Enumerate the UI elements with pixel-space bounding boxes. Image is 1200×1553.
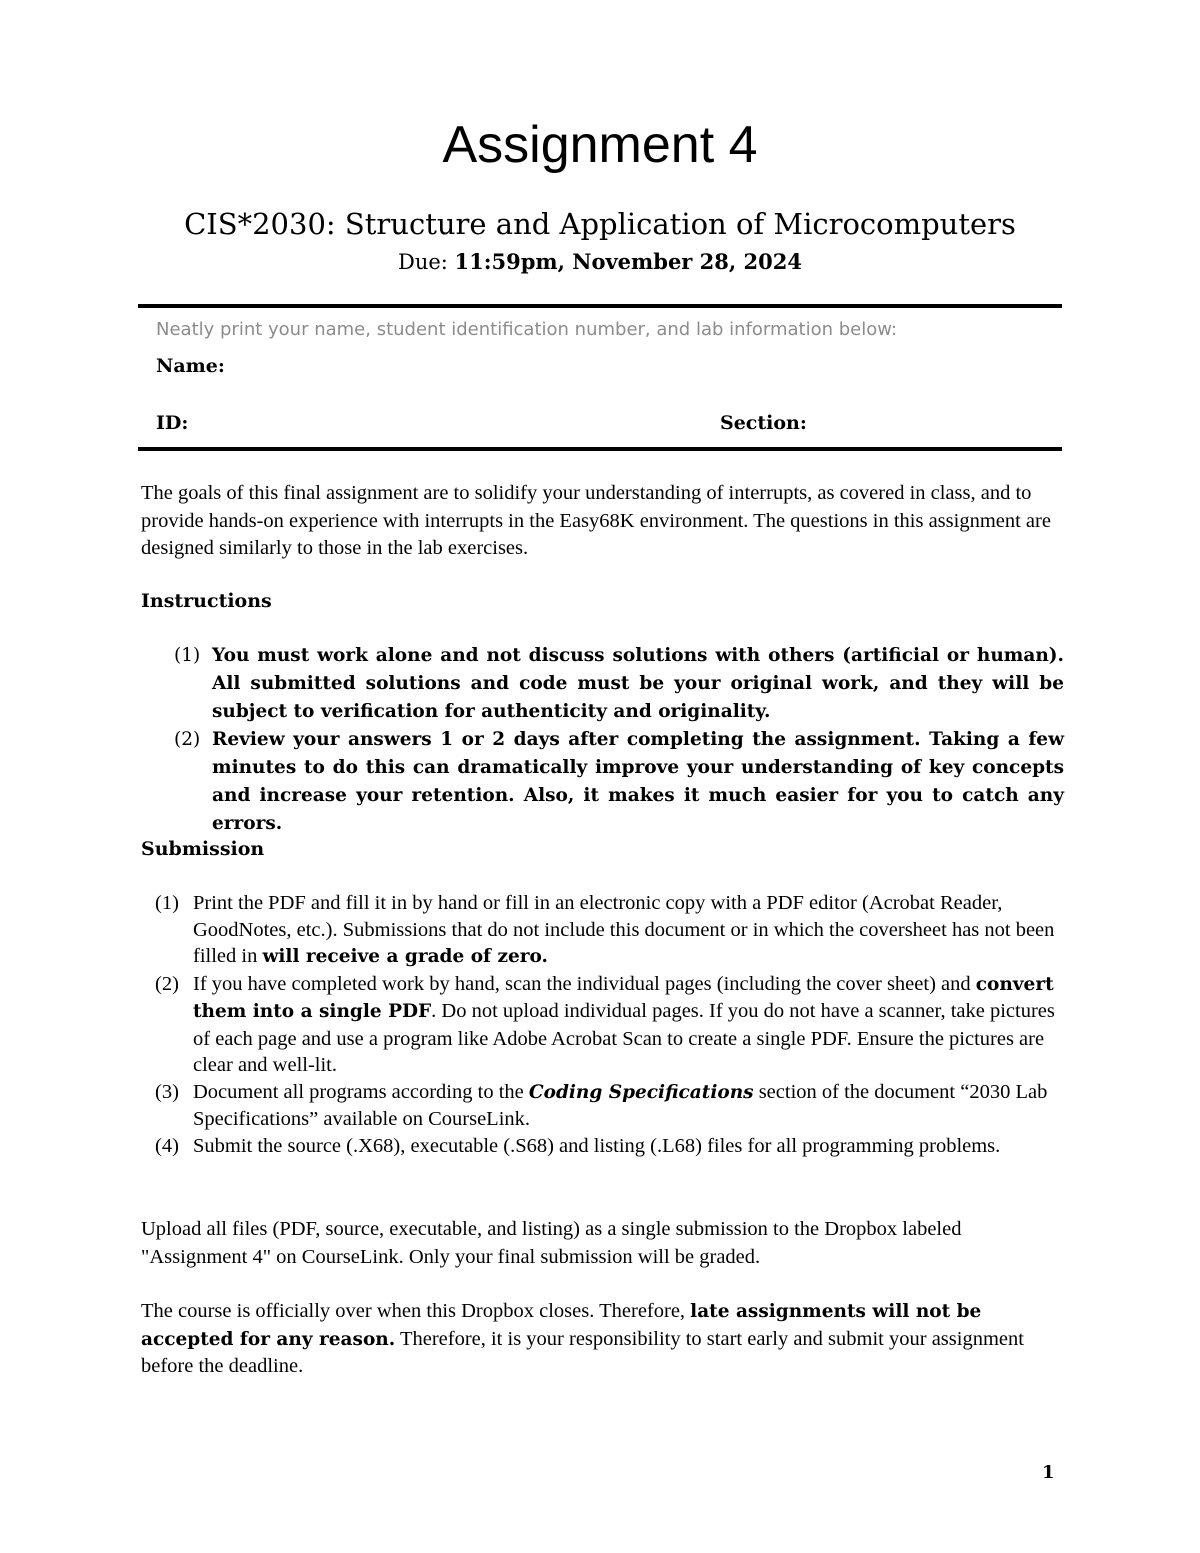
list-item <box>155 971 1065 1079</box>
page-title: Assignment 4 <box>442 116 758 174</box>
list-item-text: , and they will be <box>872 673 1064 694</box>
coversheet-bottom-rule <box>138 447 1062 451</box>
closing-paragraph <box>141 1298 1066 1381</box>
closing-text: Therefore, it is your responsibility to start early and submit your assignment before the deadline. <box>141 1327 1024 1377</box>
list-item-text: . Do not upload individual pages. If you do not have a scanner, take pictures of each page and use a program like Adobe Acrobat Scan to create a single PDF. Ensure the pictures are clear and well-lit. <box>193 1000 1055 1076</box>
list-item-number: (3) <box>155 1080 179 1103</box>
list-item-emphasis: will receive a grade of zero. <box>262 946 548 967</box>
name-field-label: Name: <box>156 355 225 377</box>
list-item-number: (4) <box>155 1134 179 1157</box>
due-date <box>0 246 1200 278</box>
list-item <box>155 890 1065 971</box>
list-item-text: You must work alone and not discuss solutions with others (artificial or human). All submitted solutions and code <box>212 645 1064 694</box>
closing-emphasis: late assignments will not be accepted for any reason. <box>141 1301 982 1350</box>
list-item-number: (1) <box>174 645 201 666</box>
list-item-text: . <box>763 701 771 722</box>
section-field-label: Section: <box>720 412 807 434</box>
coding-specifications-emphasis: Coding Specifications <box>528 1081 754 1103</box>
list-item <box>155 1079 1065 1133</box>
list-item-text: If you have completed work by hand, scan the individual pages (including the cover sheet) and <box>193 972 976 995</box>
instructions-heading: Instructions <box>141 590 272 612</box>
list-item-text: Print the PDF and fill it in by hand or fill in an electronic copy with a PDF editor (Acrobat Reader, GoodNotes, etc.). Submissions that do not include this document or in which the coversheet has not been filled in <box>193 892 1055 967</box>
list-item <box>174 726 1064 838</box>
list-item-number: (1) <box>155 892 179 914</box>
instructions-list <box>174 642 1064 838</box>
upload-paragraph: Upload all files (PDF, source, executable, and listing) as a single submission to the Dropbox labeled "Assignment 4" on CourseLink. Only your final submission will be graded. <box>141 1218 962 1268</box>
list-item <box>174 642 1064 726</box>
list-item-emphasis: subject to verification for authenticity and originality <box>212 701 764 722</box>
coversheet-top-rule <box>138 304 1062 308</box>
list-item-emphasis: must be your original work <box>577 673 873 694</box>
submission-list <box>155 890 1065 1159</box>
closing-text: The course is officially over when this Dropbox closes. Therefore, <box>141 1300 691 1322</box>
course-title: CIS*2030: Structure and Application of Microcomputers <box>184 207 1016 241</box>
due-label: Due: <box>398 250 455 274</box>
due-value: 11:59pm, November 28, 2024 <box>454 249 802 274</box>
list-item-text: Review your answers 1 or 2 days after completing the assignment. Taking a few minutes to do this can dramatically improve your understanding of key concepts and increase your retention. Also, it makes it much easier for you to catch any errors. <box>212 729 1064 834</box>
id-field-label: ID: <box>156 412 189 434</box>
coversheet-instruction: Neatly print your name, student identification number, and lab information below: <box>156 319 898 340</box>
list-item-text: Document all programs according to the <box>193 1080 529 1103</box>
list-item-text: section of the document “2030 Lab Specifications” available on CourseLink. <box>193 1080 1048 1130</box>
intro-paragraph: The goals of this final assignment are to solidify your understanding of interrupts, as covered in class, and to provide hands-on experience with interrupts in the Easy68K environment. The questions in this assignment are designed similarly to those in the lab exercises. <box>141 482 1051 559</box>
list-item <box>155 1133 1065 1160</box>
page-number: 1 <box>1042 1462 1055 1483</box>
list-item-text: Submit the source (.X68), executable (.S68) and listing (.L68) files for all programming problems. <box>193 1134 1001 1157</box>
submission-heading: Submission <box>141 838 265 860</box>
list-item-number: (2) <box>155 972 179 995</box>
list-item-emphasis: convert them into a single PDF <box>193 973 1054 1022</box>
list-item-number: (2) <box>174 729 201 750</box>
